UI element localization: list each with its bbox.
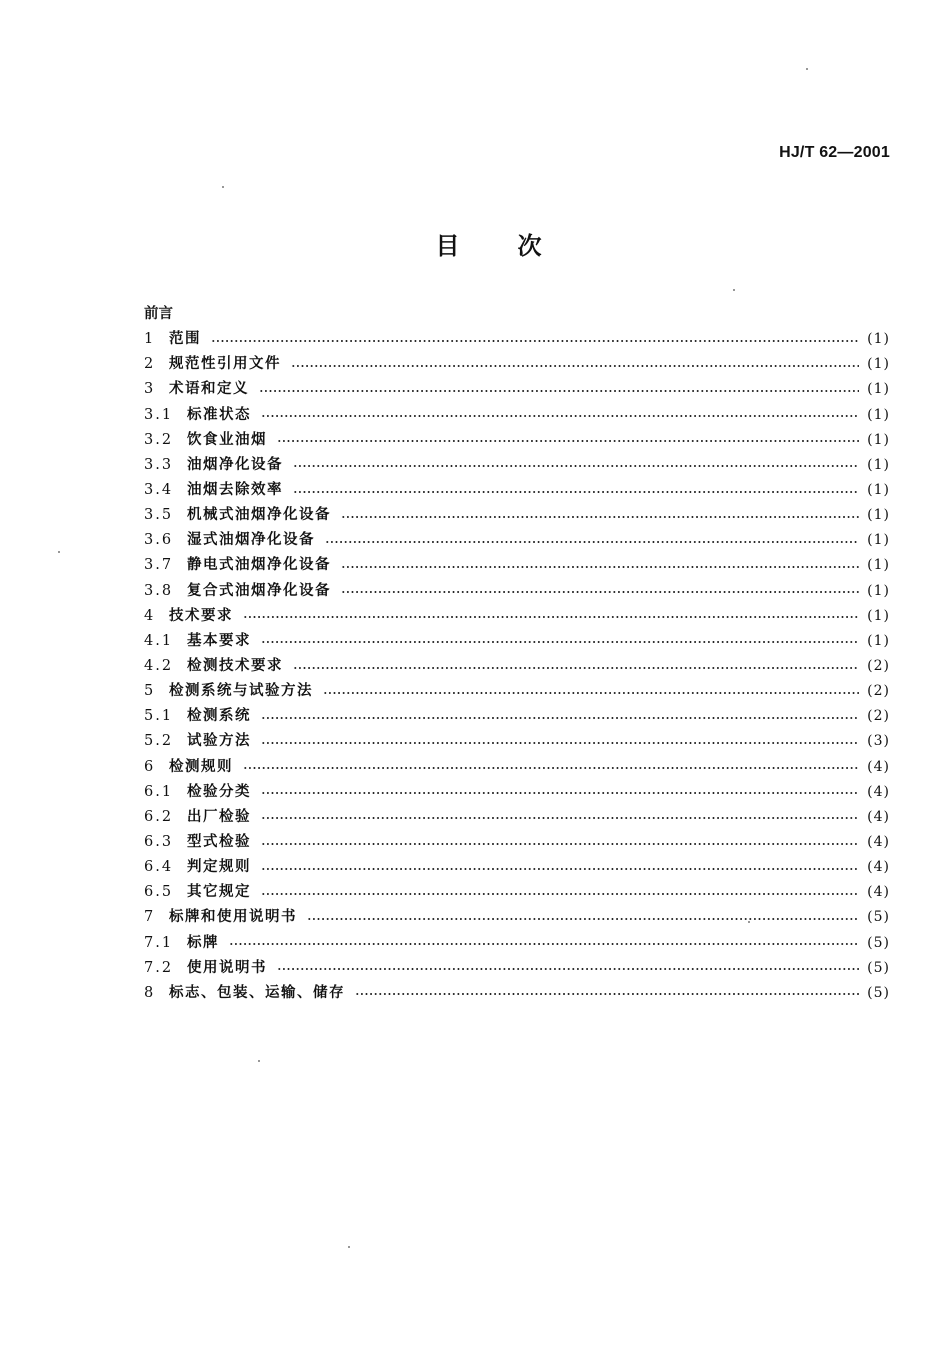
toc-entry-page-number: (4): [867, 758, 890, 775]
toc-entry-number: 3.4: [144, 482, 174, 499]
toc-entry-number: 6.5: [144, 884, 174, 901]
table-of-contents: [144, 302, 890, 1006]
toc-dot-leader: [293, 465, 859, 467]
toc-entry-page-number: (1): [867, 331, 890, 348]
scan-speck: [348, 1246, 350, 1248]
toc-dot-leader: [261, 843, 859, 845]
toc-dot-leader: [261, 792, 859, 794]
toc-entry-title: 判定规则: [187, 859, 251, 876]
toc-entry-page-number: (5): [867, 984, 890, 1001]
toc-entry[interactable]: [144, 931, 890, 956]
document-code: HJ/T 62—2001: [779, 144, 890, 161]
toc-entry[interactable]: [144, 679, 890, 704]
toc-entry-page-number: (2): [867, 683, 890, 700]
toc-entry-number: 6.3: [144, 834, 174, 850]
toc-dot-leader: [243, 767, 859, 769]
toc-entry-number: 3.7: [144, 557, 174, 574]
toc-entry-title: 油烟净化设备: [187, 456, 283, 473]
toc-entry[interactable]: [144, 654, 890, 679]
toc-entry-title: 机械式油烟净化设备: [187, 507, 331, 524]
toc-entry[interactable]: [144, 327, 890, 352]
toc-dot-leader: [293, 491, 859, 493]
toc-entry[interactable]: [144, 905, 890, 930]
toc-entry-page-number: (1): [867, 356, 890, 373]
toc-entry-page-number: (4): [867, 884, 890, 901]
toc-entry-title: 试验方法: [187, 733, 251, 750]
toc-entry[interactable]: [144, 805, 890, 830]
scan-speck: [748, 921, 750, 923]
toc-entry-page-number: (4): [867, 859, 890, 876]
toc-entry-page-number: (2): [867, 658, 890, 675]
toc-entry-page-number: (4): [867, 834, 890, 850]
toc-entry-title: 术语和定义: [169, 381, 249, 398]
toc-dot-leader: [261, 817, 859, 819]
toc-entry-number: 8: [144, 984, 154, 1001]
toc-dot-leader: [341, 516, 859, 518]
toc-entry-title: 检测系统: [187, 708, 251, 725]
toc-entry-page-number: (1): [867, 456, 890, 473]
toc-entry[interactable]: [144, 478, 890, 503]
toc-entry-page-number: (1): [867, 632, 890, 649]
toc-entry-page-number: (1): [867, 532, 890, 549]
toc-entry-title: 出厂检验: [187, 808, 251, 825]
toc-entry-number: 7.1: [144, 934, 174, 951]
toc-entry-page-number: (1): [867, 507, 890, 524]
toc-entry-title: 油烟去除效率: [187, 482, 283, 499]
toc-entry-title: 饮食业油烟: [187, 431, 267, 448]
toc-entry-page-number: (3): [867, 733, 890, 750]
toc-dot-leader: [293, 667, 859, 669]
scan-speck: [733, 289, 735, 291]
toc-entry-number: 3.3: [144, 456, 174, 473]
toc-entry-title: 检验分类: [187, 783, 251, 800]
toc-entry-title: 规范性引用文件: [169, 356, 281, 373]
toc-dot-leader: [341, 566, 859, 568]
toc-entry-title: 标牌和使用说明书: [169, 909, 297, 926]
toc-dot-leader: [261, 868, 859, 870]
toc-entry-title: 标准状态: [187, 406, 251, 423]
toc-entry-number: 5.2: [144, 733, 174, 750]
toc-entry-title: 其它规定: [187, 884, 251, 901]
toc-entry[interactable]: [144, 629, 890, 654]
toc-entry[interactable]: [144, 755, 890, 780]
toc-entry[interactable]: [144, 377, 890, 402]
toc-entry[interactable]: [144, 579, 890, 604]
toc-entry-page-number: (4): [867, 808, 890, 825]
toc-entry-title: 范围: [169, 331, 201, 348]
toc-entry[interactable]: [144, 729, 890, 754]
toc-entry-number: 6.4: [144, 859, 174, 876]
toc-entry-title: 检测规则: [169, 758, 233, 775]
toc-entry[interactable]: [144, 553, 890, 578]
toc-dot-leader: [291, 365, 859, 367]
toc-entry-number: 4.2: [144, 658, 174, 675]
scan-speck: [806, 68, 808, 70]
toc-entry-page-number: (5): [867, 934, 890, 951]
toc-entry[interactable]: [144, 528, 890, 553]
toc-entry[interactable]: [144, 428, 890, 453]
toc-entry-title: 标志、包装、运输、储存: [169, 984, 345, 1001]
toc-entry-number: 3.5: [144, 507, 174, 524]
toc-entry-page-number: (1): [867, 557, 890, 574]
toc-entry[interactable]: [144, 956, 890, 981]
toc-entry[interactable]: [144, 352, 890, 377]
toc-entry-page-number: (5): [867, 959, 890, 976]
toc-entry-title: 使用说明书: [187, 959, 267, 976]
toc-entry-title: 技术要求: [169, 607, 233, 624]
toc-dot-leader: [277, 968, 859, 970]
toc-entry-number: 6.2: [144, 808, 174, 825]
toc-entry-page-number: (1): [867, 406, 890, 423]
toc-entry-number: 3.1: [144, 406, 174, 423]
toc-entry-number: 4.1: [144, 632, 174, 649]
toc-entry-number: 2: [144, 356, 154, 373]
scan-speck: [58, 551, 60, 553]
toc-dot-leader: [261, 717, 859, 719]
toc-entry-number: 3.6: [144, 532, 174, 549]
toc-entry[interactable]: [144, 704, 890, 729]
toc-dot-leader: [211, 340, 859, 342]
toc-entry[interactable]: [144, 503, 890, 528]
toc-entry[interactable]: [144, 855, 890, 880]
toc-entry[interactable]: [144, 403, 890, 428]
toc-dot-leader: [341, 591, 859, 593]
toc-entry-number: 3: [144, 381, 154, 398]
toc-dot-leader: [261, 742, 859, 744]
scan-speck: [258, 1060, 260, 1062]
toc-dot-leader: [261, 641, 859, 643]
toc-dot-leader: [277, 440, 859, 442]
toc-entry[interactable]: [144, 604, 890, 629]
toc-entry[interactable]: [144, 981, 890, 1006]
toc-entry-title: 复合式油烟净化设备: [187, 582, 331, 599]
toc-entry-number: 6: [144, 758, 154, 775]
toc-entry-page-number: (5): [867, 909, 890, 926]
toc-dot-leader: [325, 541, 859, 543]
toc-entry-number: 1: [144, 331, 154, 348]
toc-dot-leader: [229, 943, 859, 945]
toc-dot-leader: [259, 390, 859, 392]
toc-entry-page-number: (4): [867, 783, 890, 800]
toc-title: 目次: [435, 232, 600, 260]
toc-dot-leader: [261, 415, 859, 417]
toc-entry-number: 6.1: [144, 783, 174, 800]
toc-entry-number: 4: [144, 607, 154, 624]
toc-entry[interactable]: [144, 453, 890, 478]
toc-entry-title: 基本要求: [187, 632, 251, 649]
toc-entry-page-number: (1): [867, 482, 890, 499]
toc-entry-page-number: (1): [867, 582, 890, 599]
toc-dot-leader: [355, 993, 859, 995]
toc-entry-title: 检测技术要求: [187, 658, 283, 675]
toc-entry[interactable]: [144, 780, 890, 805]
toc-entry-number: 3.8: [144, 582, 174, 599]
toc-entry[interactable]: [144, 830, 890, 855]
toc-entry-page-number: (2): [867, 708, 890, 725]
toc-entry[interactable]: [144, 880, 890, 905]
toc-entry-title: 标牌: [187, 934, 219, 951]
toc-entry-page-number: (1): [867, 431, 890, 448]
toc-heading-foreword[interactable]: 前言: [144, 306, 173, 322]
toc-entry-title: 湿式油烟净化设备: [187, 532, 315, 549]
toc-entry-number: 7: [144, 909, 154, 926]
toc-entry-page-number: (1): [867, 381, 890, 398]
toc-entry-title: 检测系统与试验方法: [169, 683, 313, 700]
toc-dot-leader: [243, 616, 859, 618]
toc-entry-number: 5.1: [144, 708, 174, 725]
toc-entry-page-number: (1): [867, 607, 890, 624]
toc-dot-leader: [261, 893, 859, 895]
toc-dot-leader: [307, 918, 859, 920]
toc-entry-title: 静电式油烟净化设备: [187, 557, 331, 574]
toc-entry-number: 3.2: [144, 431, 174, 448]
toc-dot-leader: [323, 692, 859, 694]
toc-entry-title: 型式检验: [187, 834, 251, 850]
toc-entry-number: 5: [144, 683, 154, 700]
toc-entry-list: [144, 327, 890, 1006]
toc-entry-number: 7.2: [144, 959, 174, 976]
scan-speck: [222, 186, 224, 188]
